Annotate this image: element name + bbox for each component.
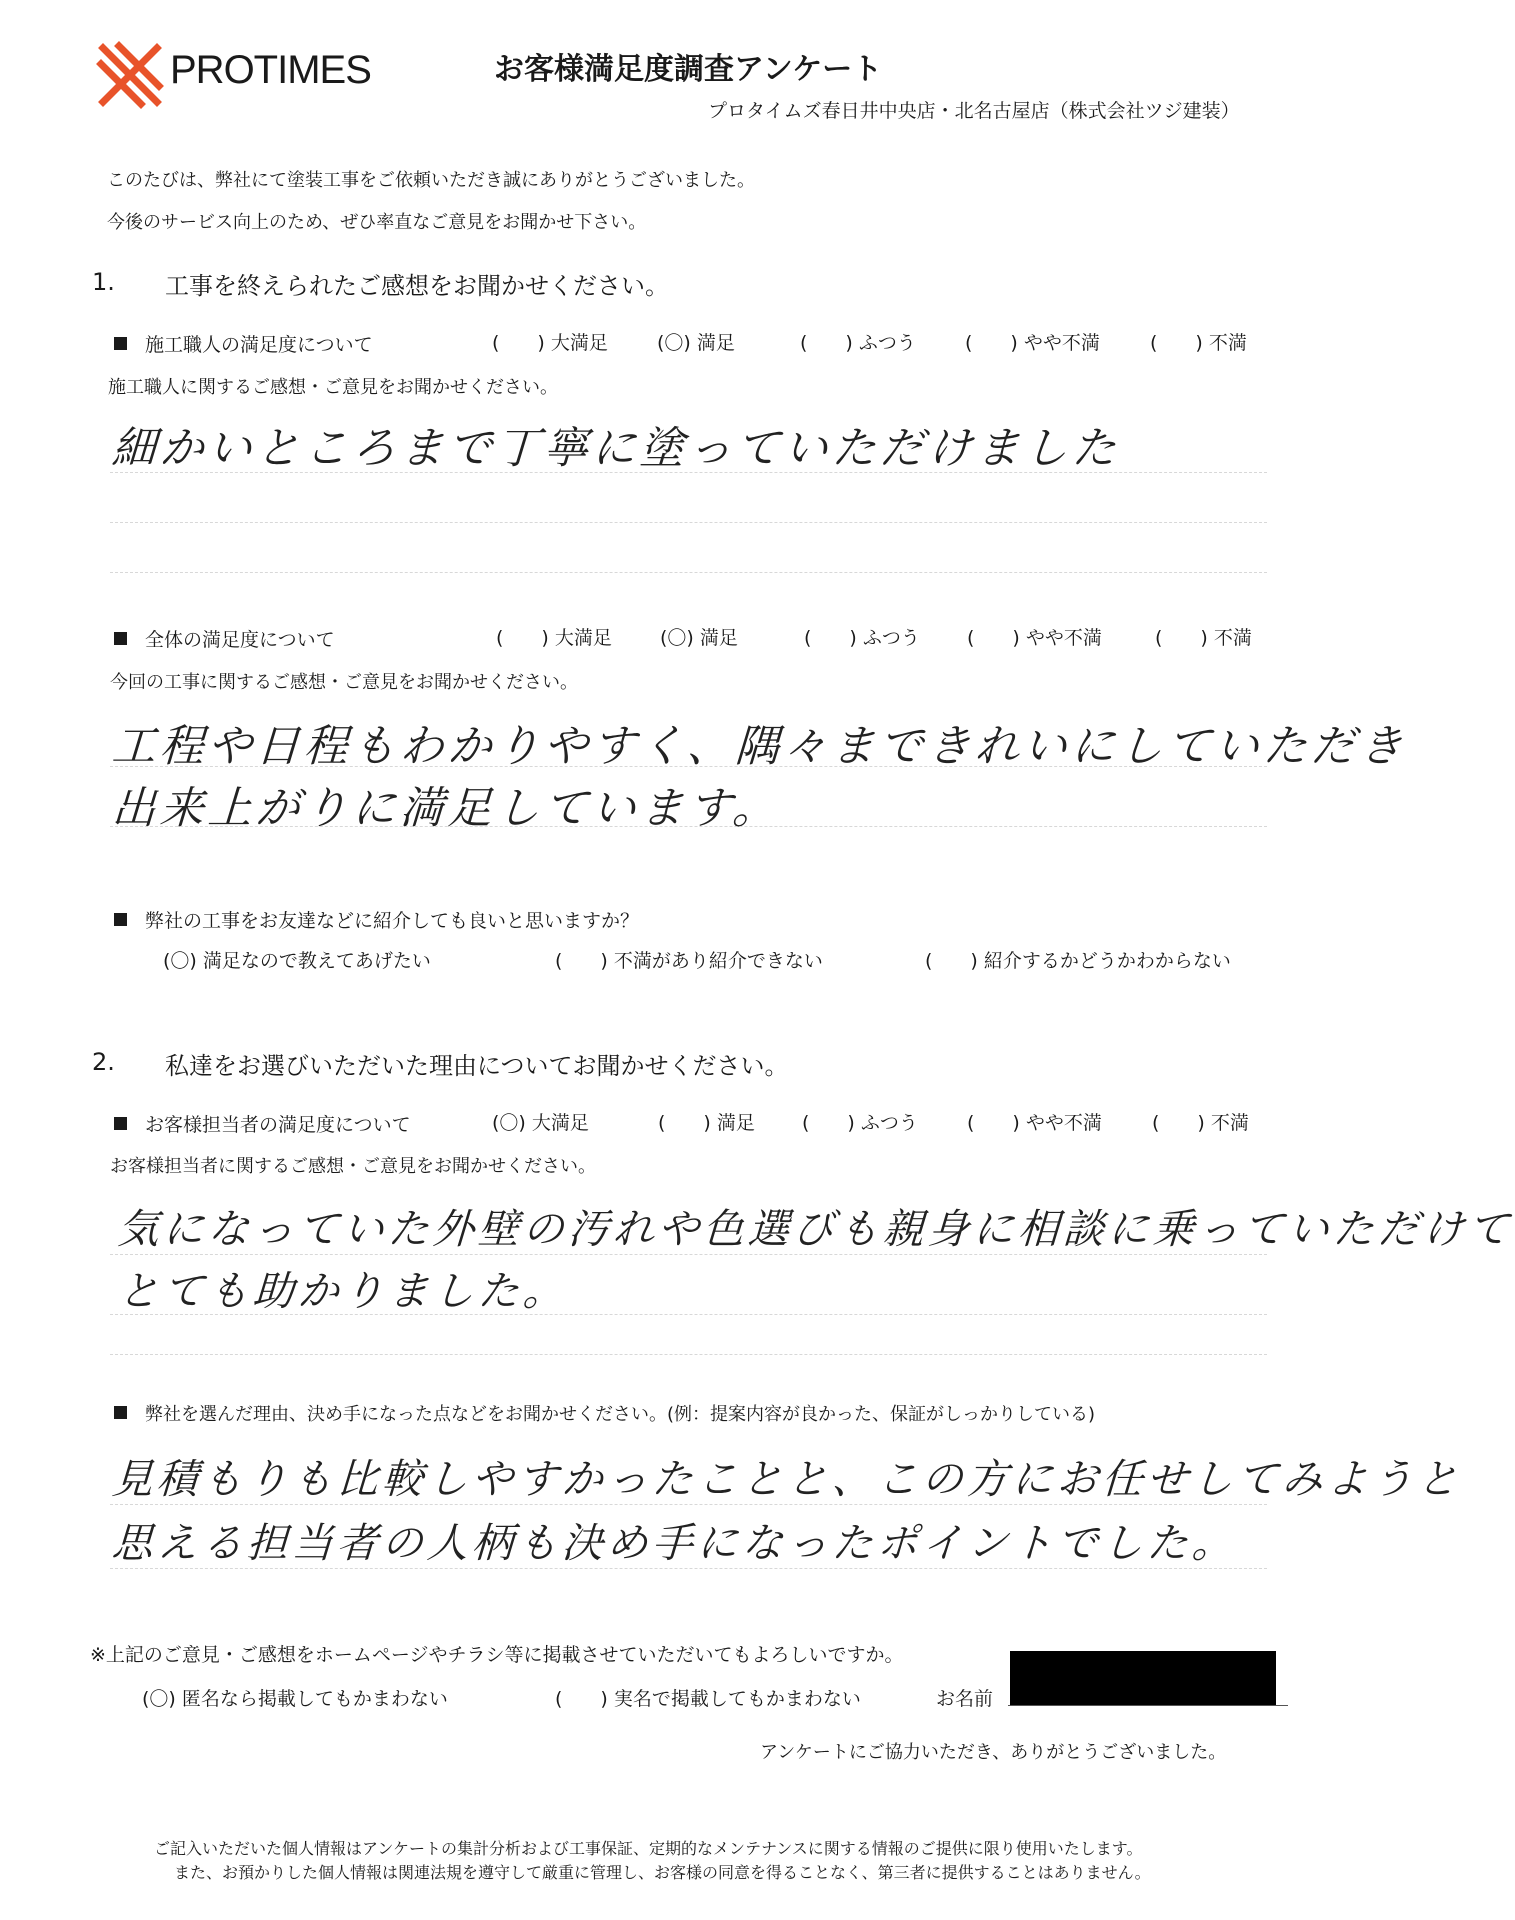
section-1-q2-prompt: 今回の工事に関するご感想・ご意見をお聞かせください。 [110, 672, 578, 693]
option-very-satisfied[interactable]: (〇) 大満足 [492, 1112, 589, 1134]
answer-rule [110, 1504, 1267, 1505]
name-underline [1008, 1705, 1288, 1706]
option-very-satisfied[interactable]: ( ) 大満足 [496, 627, 612, 649]
option-unsatisfied[interactable]: ( ) 不満 [1150, 332, 1247, 354]
privacy-note-line-2: また、お預かりした個人情報は関連法規を遵守して厳重に管理し、お客様の同意を得ることなく、第三者に提供することはありません。 [174, 1863, 1151, 1882]
option-neutral[interactable]: ( ) ふつう [804, 627, 920, 649]
consent-question: ※上記のご意見・ご感想をホームページやチラシ等に掲載させていただいてもよろしいですか。 [90, 1644, 904, 1666]
option-satisfied[interactable]: (〇) 満足 [660, 627, 738, 649]
answer-rule [110, 1568, 1267, 1569]
page-title: お客様満足度調査アンケート [494, 52, 883, 87]
answer-rule [110, 522, 1267, 523]
option-anonymous-ok[interactable]: (〇) 匿名なら掲載してもかまわない [142, 1688, 448, 1710]
section-1-q3-label: 弊社の工事をお友達などに紹介しても良いと思いますか？ [114, 906, 639, 933]
option-would-recommend[interactable]: (〇) 満足なので教えてあげたい [163, 950, 431, 972]
answer-rule [110, 826, 1267, 827]
section-1-q1-answer-line-1: 細かいところまで丁寧に塗っていただけました [110, 423, 1122, 474]
protimes-logo-icon [95, 40, 165, 110]
option-very-satisfied[interactable]: ( ) 大満足 [492, 332, 608, 354]
section-2-number: 2. [92, 1048, 115, 1076]
answer-rule [110, 1314, 1267, 1315]
answer-rule [110, 472, 1267, 473]
privacy-note-line-1: ご記入いただいた個人情報はアンケートの集計分析および工事保証、定期的なメンテナンスに関する情報のご提供に限り使用いたします。 [154, 1839, 1143, 1858]
option-satisfied[interactable]: ( ) 満足 [658, 1112, 755, 1134]
bullet-icon [114, 337, 127, 350]
intro-line-2: 今後のサービス向上のため、ぜひ率直なご意見をお聞かせ下さい。 [107, 212, 647, 233]
thanks-text: アンケートにご協力いただき、ありがとうございました。 [760, 1742, 1227, 1763]
section-1-q2-answer-line-1: 工程や日程もわかりやすく、隅々まできれいにしていただき [110, 721, 1409, 772]
option-neutral[interactable]: ( ) ふつう [802, 1112, 918, 1134]
protimes-logo [95, 40, 371, 110]
option-somewhat-unsatisfied[interactable]: ( ) やや不満 [967, 1112, 1102, 1134]
answer-rule [110, 1354, 1267, 1355]
section-2-q1-prompt: お客様担当者に関するご感想・ご意見をお聞かせください。 [110, 1156, 596, 1177]
option-unsatisfied[interactable]: ( ) 不満 [1155, 627, 1252, 649]
section-1-q2-label: 全体の満足度について [114, 625, 335, 652]
logo-text: PROTIMES [170, 48, 371, 92]
section-2-title: 私達をお選びいただいた理由についてお聞かせください。 [165, 1052, 789, 1080]
option-real-name-ok[interactable]: ( ) 実名で掲載してもかまわない [555, 1688, 861, 1710]
section-1-number: 1. [92, 268, 115, 296]
answer-rule [110, 766, 1267, 767]
bullet-icon [114, 632, 127, 645]
section-1-q1-label: 施工職人の満足度について [114, 330, 373, 357]
bullet-icon [114, 1406, 127, 1419]
option-somewhat-unsatisfied[interactable]: ( ) やや不満 [965, 332, 1100, 354]
section-2-q1-label: お客様担当者の満足度について [114, 1110, 411, 1137]
option-neutral[interactable]: ( ) ふつう [800, 332, 916, 354]
option-somewhat-unsatisfied[interactable]: ( ) やや不満 [967, 627, 1102, 649]
option-not-sure[interactable]: ( ) 紹介するかどうかわからない [925, 950, 1231, 972]
section-1-title: 工事を終えられたご感想をお聞かせください。 [165, 272, 669, 300]
section-2-q2-answer-line-2: 思える担当者の人柄も決め手になったポイントでした。 [110, 1519, 1239, 1567]
name-label: お名前 [936, 1688, 994, 1710]
name-redaction [1010, 1651, 1276, 1705]
option-cannot-recommend[interactable]: ( ) 不満があり紹介できない [555, 950, 823, 972]
section-2-q2-answer-line-1: 見積もりも比較しやすかったことと、この方にお任せしてみようと [110, 1455, 1464, 1503]
section-2-q1-answer-line-2: とても助かりました。 [116, 1267, 570, 1315]
bullet-icon [114, 913, 127, 926]
bullet-icon [114, 1117, 127, 1130]
option-satisfied[interactable]: (〇) 満足 [657, 332, 735, 354]
answer-rule [110, 572, 1267, 573]
intro-line-1: このたびは、弊社にて塗装工事をご依頼いただき誠にありがとうございました。 [107, 170, 755, 191]
store-name: プロタイムズ春日井中央店・北名古屋店（株式会社ツジ建装） [708, 100, 1240, 122]
answer-rule [110, 1254, 1267, 1255]
option-unsatisfied[interactable]: ( ) 不満 [1152, 1112, 1249, 1134]
section-2-q1-answer-line-1: 気になっていた外壁の汚れや色選びも親身に相談に乗っていただけて [116, 1205, 1515, 1253]
section-1-q2-answer-line-2: 出来上がりに満足しています。 [110, 783, 782, 834]
section-2-q2-label: 弊社を選んだ理由、決め手になった点などをお聞かせください。(例：提案内容が良かった、保証がしっかりしている) [114, 1400, 1095, 1426]
section-1-q1-prompt: 施工職人に関するご感想・ご意見をお聞かせください。 [108, 377, 558, 398]
